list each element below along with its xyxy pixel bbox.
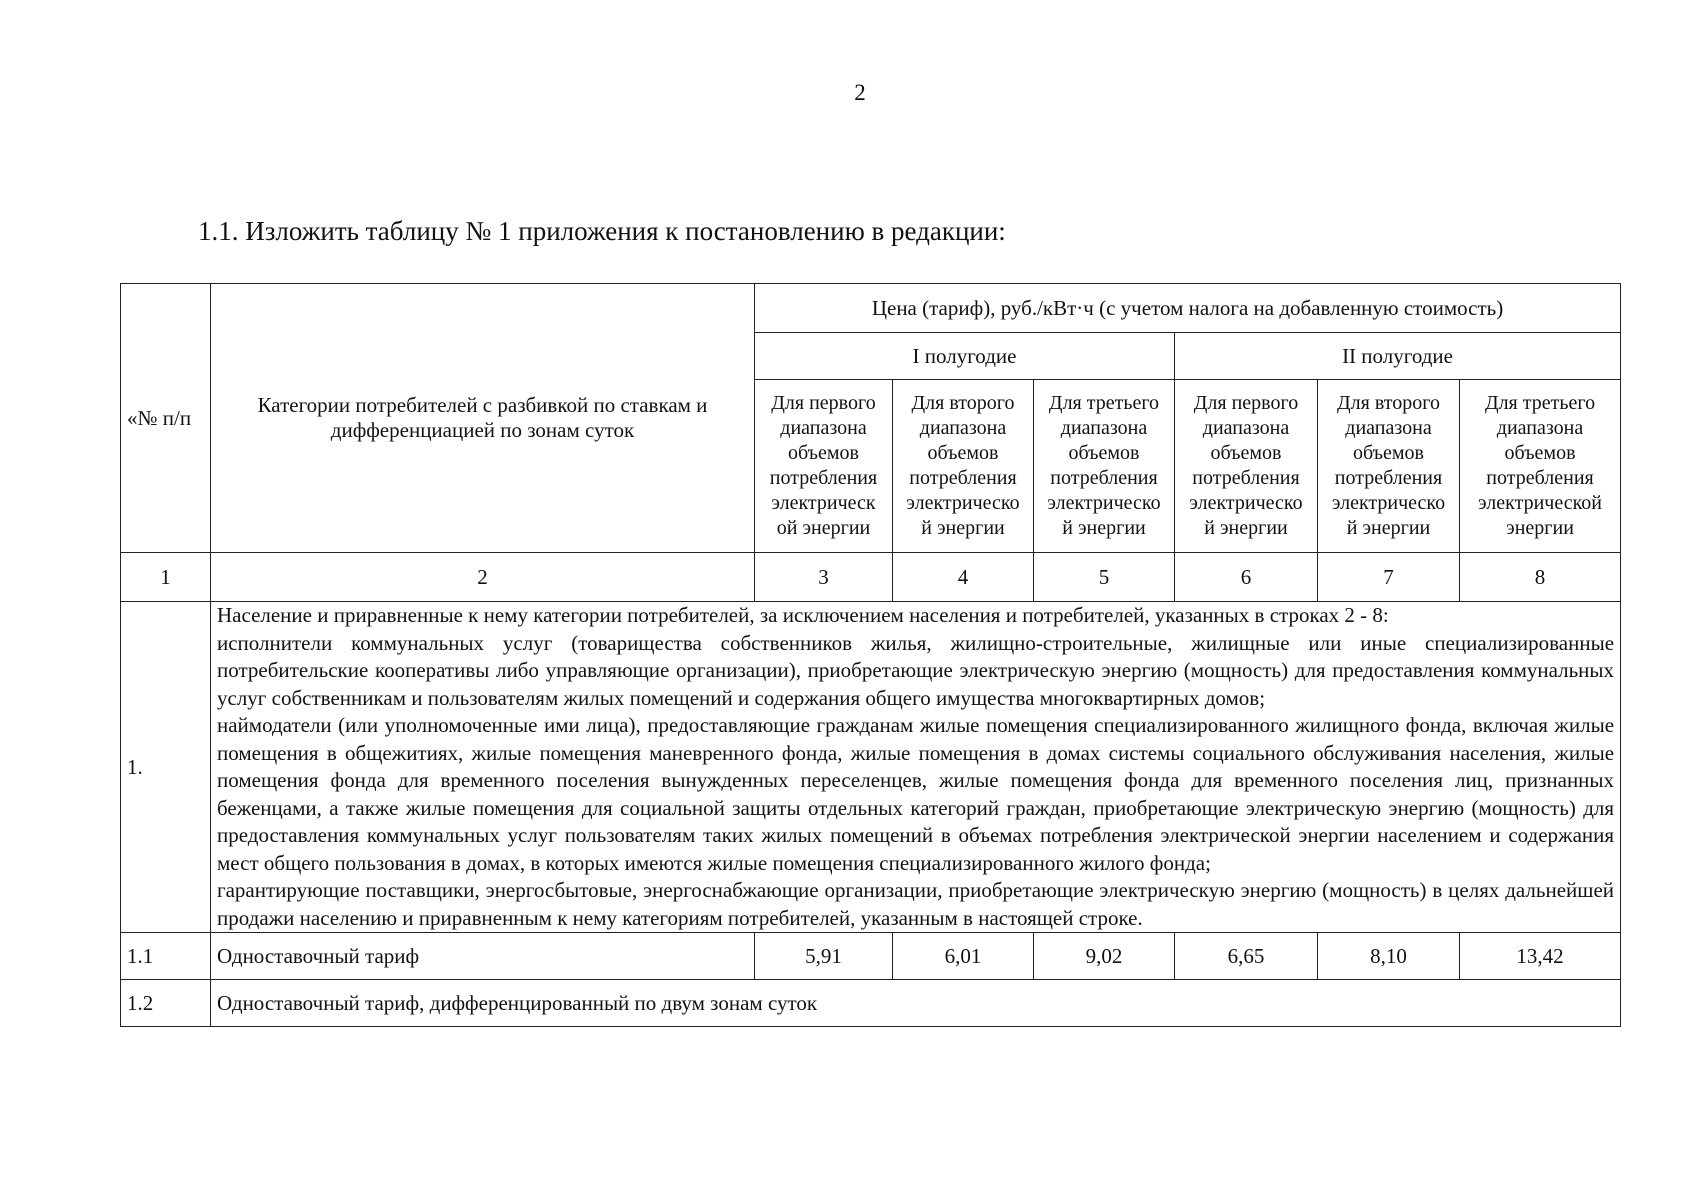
row-number: 1.1 (121, 933, 211, 980)
page-number: 2 (854, 80, 866, 105)
tariff-value: 9,02 (1034, 933, 1175, 980)
header-sub-4: Для второго диапазона объемов потребления электрическо й энергии (893, 380, 1034, 553)
header-price: Цена (тариф), руб./кВт·ч (с учетом налога на добавленную стоимость) (755, 284, 1621, 333)
header-sub-6: Для первого диапазона объемов потребления электрическо й энергии (1175, 380, 1318, 553)
header-sub-8: Для третьего диапазона объемов потребления электрической энергии (1460, 380, 1621, 553)
tariff-value: 5,91 (755, 933, 893, 980)
column-number: 7 (1318, 553, 1460, 602)
header-sub-5: Для третьего диапазона объемов потребления электрическо й энергии (1034, 380, 1175, 553)
column-number-row (121, 553, 1621, 602)
column-number: 3 (755, 553, 893, 602)
row-number: 1.2 (121, 980, 211, 1027)
header-category: Категории потребителей с разбивкой по ставкам и дифференциацией по зонам суток (211, 284, 755, 553)
description-paragraph: наймодатели (или уполномоченные ими лица), предоставляющие гражданам жилые помещения специализированного жилищного фонда, включая жилые помещения в общежитиях, жилые помещения маневренного фонда, жилые помещения в домах системы социального обслуживания населения, жилые помещения фонда для временного поселения вынужденных переселенцев, жилые помещения фонда для временного поселения лиц, признанных беженцами, а также жилые помещения для социальной защиты отдельных категорий граждан, приобретающие электрическую энергию (мощность) для предоставления коммунальных услуг пользователям таких жилых помещений в объемах потребления электрической энергии населением и содержания мест общего пользования в домах, в которых имеются жилые помещения специализированного жилого фонда; (217, 713, 1615, 875)
row-label: Одноставочный тариф (211, 933, 755, 980)
header-num: «№ п/п (121, 284, 211, 553)
column-number: 1 (121, 553, 211, 602)
intro-text: 1.1. Изложить таблицу № 1 приложения к постановлению в редакции: (198, 216, 1006, 246)
row-number: 1. (121, 602, 211, 933)
column-number: 5 (1034, 553, 1175, 602)
tariff-table (120, 283, 1621, 1027)
table-row (121, 980, 1621, 1027)
column-number: 2 (211, 553, 755, 602)
column-number: 8 (1460, 553, 1621, 602)
header-sub-3: Для первого диапазона объемов потребления электрическ ой энергии (755, 380, 893, 553)
column-number: 4 (893, 553, 1034, 602)
table-row (121, 933, 1621, 980)
header-half-1: I полугодие (755, 333, 1175, 380)
tariff-value: 13,42 (1460, 933, 1621, 980)
description-paragraph: Население и приравненные к нему категории потребителей, за исключением населения и потребителей, указанных в строках 2 - 8: (217, 603, 1389, 627)
tariff-value: 6,01 (893, 933, 1034, 980)
table-row (121, 602, 1621, 933)
column-number: 6 (1175, 553, 1318, 602)
row-description (211, 602, 1621, 933)
row-label: Одноставочный тариф, дифференцированный по двум зонам суток (211, 980, 1621, 1027)
description-paragraph: исполнители коммунальных услуг (товарищества собственников жилья, жилищно-строительные, жилищные или иные специализированные потребительские кооперативы либо управляющие организации), приобретающие электрическую энергию (мощность) для предоставления коммунальных услуг собственникам и пользователям жилых помещений и содержания общего имущества многоквартирных домов; (217, 630, 1615, 710)
tariff-value: 8,10 (1318, 933, 1460, 980)
tariff-value: 6,65 (1175, 933, 1318, 980)
header-half-2: II полугодие (1175, 333, 1621, 380)
description-paragraph: гарантирующие поставщики, энергосбытовые, энергоснабжающие организации, приобретающие электрическую энергию (мощность) в целях дальнейшей продажи населению и приравненным к нему категориям потребителей, указанным в настоящей строке. (217, 878, 1615, 930)
header-sub-7: Для второго диапазона объемов потребления электрическо й энергии (1318, 380, 1460, 553)
